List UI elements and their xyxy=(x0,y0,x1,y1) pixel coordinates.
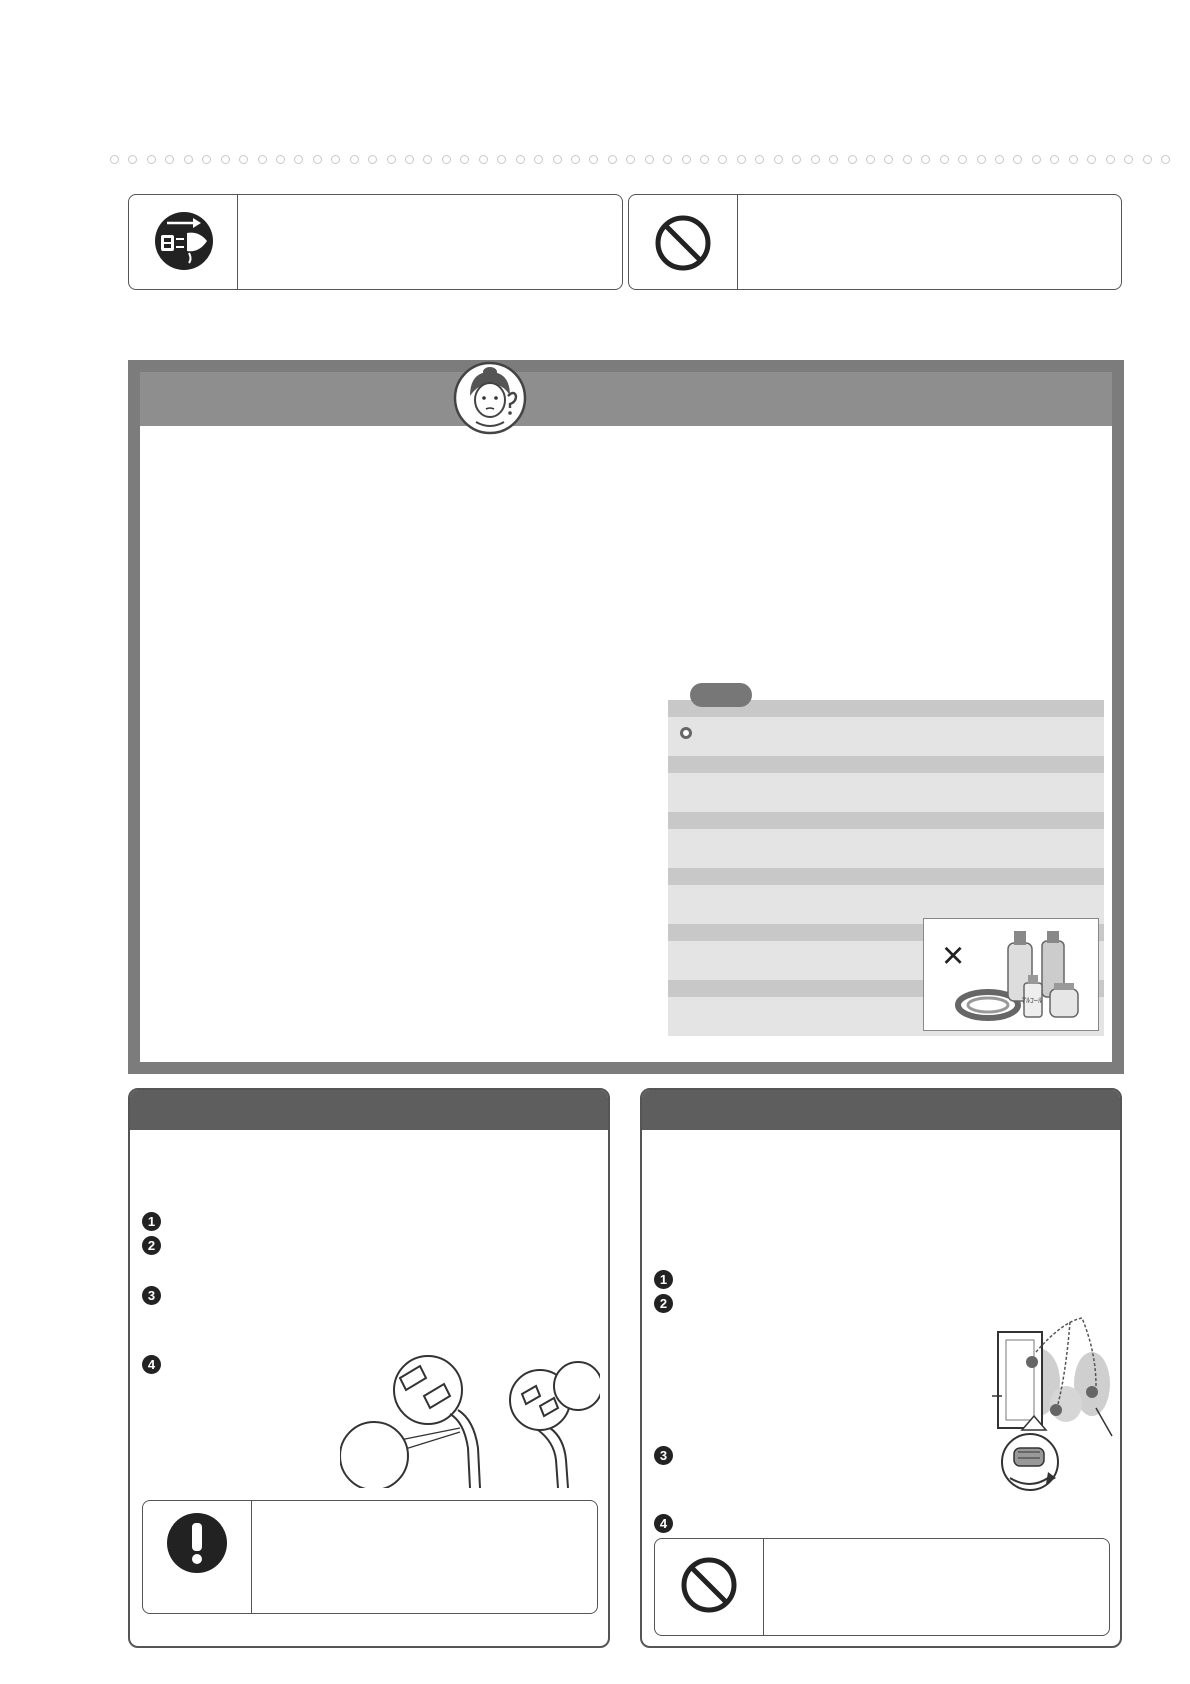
right-step-2-number: 2 xyxy=(654,1294,673,1313)
prohibited-icon xyxy=(629,195,737,291)
separator-dot xyxy=(387,155,396,164)
separator-dot xyxy=(147,155,156,164)
left-step-4-number: 4 xyxy=(142,1355,161,1374)
separator-dot xyxy=(202,155,211,164)
separator-dot xyxy=(1050,155,1059,164)
separator-dot xyxy=(884,155,893,164)
separator-dot xyxy=(848,155,857,164)
prohibited-icon-cell-lower xyxy=(655,1539,764,1635)
separator-dot xyxy=(1106,155,1115,164)
separator-dot xyxy=(718,155,727,164)
separator-dot xyxy=(682,155,691,164)
separator-dot xyxy=(940,155,949,164)
note-bullet-icon xyxy=(680,727,692,739)
separator-dot xyxy=(221,155,230,164)
separator-dot xyxy=(995,155,1004,164)
separator-dot xyxy=(534,155,543,164)
separator-dot xyxy=(1087,155,1096,164)
separator-dot xyxy=(811,155,820,164)
separator-dot xyxy=(737,155,746,164)
separator-dot xyxy=(460,155,469,164)
right-prohibition-box xyxy=(654,1538,1110,1636)
separator-dot xyxy=(1069,155,1078,164)
left-caution-box xyxy=(142,1500,598,1614)
right-step-3-number: 3 xyxy=(654,1446,673,1465)
separator-dot xyxy=(1124,155,1133,164)
dotted-separator xyxy=(110,155,1170,169)
unplug-icon-cell xyxy=(129,195,238,289)
woman-thinking-icon xyxy=(452,360,528,436)
left-step-2-number: 2 xyxy=(142,1236,161,1255)
left-procedure-panel xyxy=(128,1088,610,1648)
separator-dot xyxy=(589,155,598,164)
separator-dot xyxy=(165,155,174,164)
separator-dot xyxy=(626,155,635,164)
separator-dot xyxy=(903,155,912,164)
separator-dot xyxy=(313,155,322,164)
bottle-label: ｱﾙｺｰﾙ xyxy=(1022,996,1042,1005)
separator-dot xyxy=(608,155,617,164)
prohibited-x-mark: × xyxy=(942,935,965,977)
separator-dot xyxy=(755,155,764,164)
prohibition-notice-box xyxy=(628,194,1122,290)
separator-dot xyxy=(792,155,801,164)
right-panel-header xyxy=(642,1090,1120,1130)
separator-dot xyxy=(368,155,377,164)
separator-dot xyxy=(184,155,193,164)
left-step-1-number: 1 xyxy=(142,1212,161,1231)
separator-dot xyxy=(921,155,930,164)
separator-dot xyxy=(331,155,340,164)
separator-dot xyxy=(239,155,248,164)
separator-dot xyxy=(829,155,838,164)
separator-dot xyxy=(405,155,414,164)
left-panel-header xyxy=(130,1090,608,1130)
separator-dot xyxy=(700,155,709,164)
separator-dot xyxy=(423,155,432,164)
separator-dot xyxy=(350,155,359,164)
separator-dot xyxy=(497,155,506,164)
unplug-icon xyxy=(129,195,237,291)
separator-dot xyxy=(866,155,875,164)
separator-dot xyxy=(294,155,303,164)
separator-dot xyxy=(1013,155,1022,164)
right-step-1-number: 1 xyxy=(654,1270,673,1289)
separator-dot xyxy=(258,155,267,164)
separator-dot xyxy=(516,155,525,164)
caution-exclamation-icon xyxy=(143,1501,251,1615)
right-procedure-panel xyxy=(640,1088,1122,1648)
right-step-4-number: 4 xyxy=(654,1514,673,1533)
separator-dot xyxy=(663,155,672,164)
separator-dot xyxy=(571,155,580,164)
power-plug-inspection-illustration xyxy=(340,1348,600,1488)
separator-dot xyxy=(128,155,137,164)
separator-dot xyxy=(1032,155,1041,164)
separator-dot xyxy=(110,155,119,164)
caution-icon-cell xyxy=(143,1501,252,1613)
bottles-and-hose-icon xyxy=(924,919,1100,1032)
no-solvents-cleaners-illustration xyxy=(923,918,1099,1031)
unplug-notice-box xyxy=(128,194,623,290)
unit-filter-cleaning-illustration xyxy=(992,1312,1116,1502)
separator-dot xyxy=(276,155,285,164)
separator-dot xyxy=(553,155,562,164)
separator-dot xyxy=(958,155,967,164)
main-section-header xyxy=(140,372,1112,426)
prohibited-icon-cell xyxy=(629,195,738,289)
separator-dot xyxy=(442,155,451,164)
note-tab xyxy=(690,683,752,707)
separator-dot xyxy=(645,155,654,164)
separator-dot xyxy=(1143,155,1152,164)
separator-dot xyxy=(1161,155,1170,164)
left-step-3-number: 3 xyxy=(142,1286,161,1305)
prohibited-icon xyxy=(655,1539,763,1637)
separator-dot xyxy=(774,155,783,164)
separator-dot xyxy=(479,155,488,164)
separator-dot xyxy=(977,155,986,164)
